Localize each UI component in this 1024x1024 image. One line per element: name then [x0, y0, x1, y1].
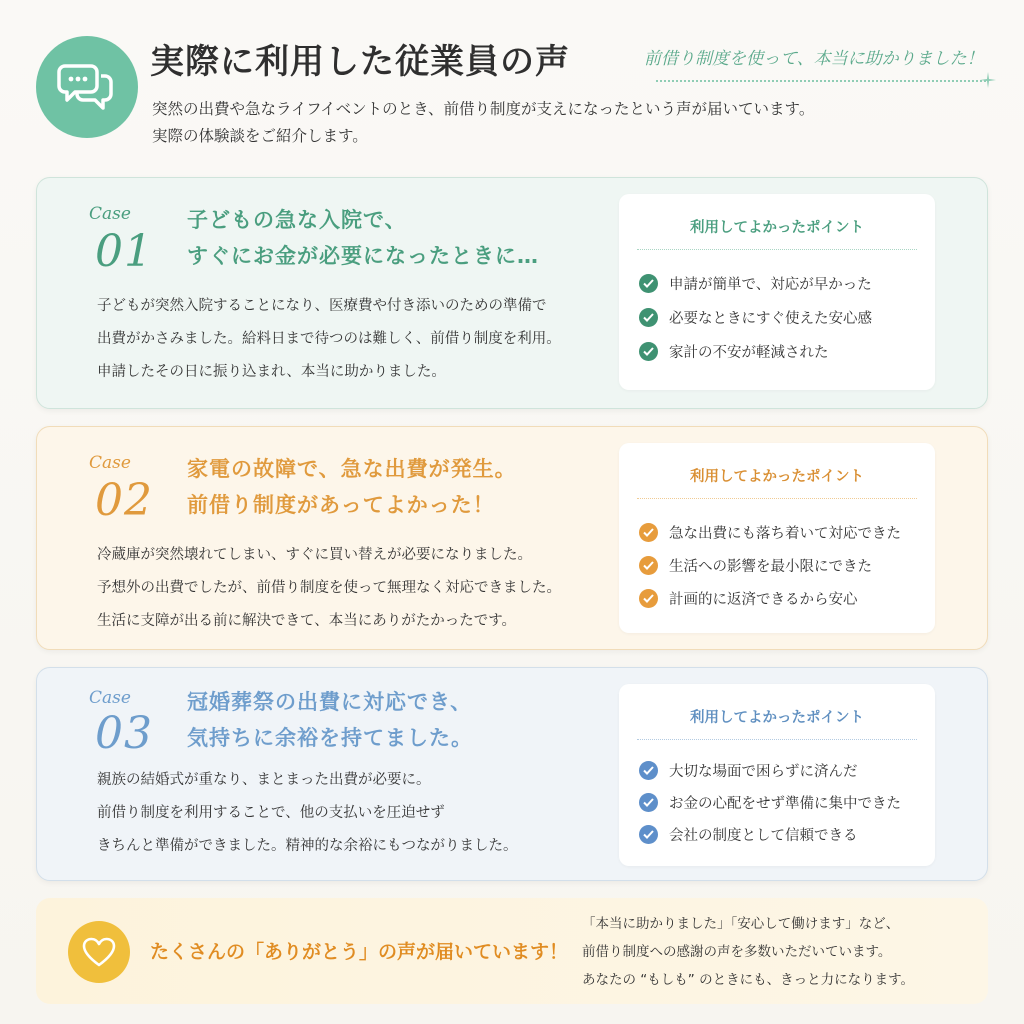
check-circle-icon: [639, 793, 658, 812]
point-item: [639, 273, 872, 294]
check-circle-icon: [639, 342, 658, 361]
banner-body-line: あなたの “もしも” のときにも、きっと力になります。: [582, 972, 914, 988]
case-label: Case: [89, 204, 131, 224]
point-item: [639, 588, 858, 609]
points-panel: [619, 684, 935, 866]
point-label: 急な出費にも落ち着いて対応できた: [669, 526, 901, 542]
point-label: 生活への影響を最小限にできた: [669, 559, 872, 575]
banner-heading: たくさんの「ありがとう」の声が届いています！: [150, 941, 569, 963]
point-label: 大切な場面で困らずに済んだ: [669, 764, 858, 780]
page-description: [152, 96, 952, 150]
case-card-03: [36, 667, 988, 881]
point-label: 申請が簡単で、対応が早かった: [669, 277, 872, 293]
heart-icon: [68, 921, 130, 983]
point-item: [639, 792, 901, 813]
description-line: 実際の体験談をご紹介します。: [152, 127, 368, 145]
case-body-line: 予想外の出費でしたが、前借り制度を使って無理なく対応できました。: [97, 580, 561, 596]
case-body-line: 子どもが突然入院することになり、医療費や付き添いのための準備で: [97, 298, 547, 314]
points-panel: [619, 443, 935, 633]
case-title-line: 子どもの急な入院で、: [187, 208, 407, 232]
case-title: [187, 202, 539, 274]
check-circle-icon: [639, 761, 658, 780]
chat-bubbles-icon: [36, 36, 138, 138]
case-body-line: 冷蔵庫が突然壊れてしまい、すぐに買い替えが必要になりました。: [97, 547, 532, 563]
case-title-line: 気持ちに余裕を持てました。: [187, 726, 473, 750]
case-title-line: すぐにお金が必要になったときに…: [187, 244, 539, 268]
check-circle-icon: [639, 589, 658, 608]
points-title: 利用してよかったポイント: [637, 465, 917, 499]
point-label: 計画的に返済できるから安心: [669, 592, 858, 608]
case-body: [97, 764, 518, 863]
point-label: 必要なときにすぐ使えた安心感: [669, 311, 872, 327]
case-card-02: [36, 426, 988, 650]
check-circle-icon: [639, 308, 658, 327]
case-title-line: 家電の故障で、急な出費が発生。: [187, 457, 517, 481]
point-item: [639, 522, 901, 543]
points-title: 利用してよかったポイント: [637, 706, 917, 740]
case-body-line: 親族の結婚式が重なり、まとまった出費が必要に。: [97, 772, 431, 788]
case-label: Case: [89, 453, 131, 473]
banner-body: [582, 910, 914, 994]
point-item: [639, 307, 872, 328]
sparkle-icon: [980, 72, 996, 88]
case-body-line: 前借り制度を利用することで、他の支払いを圧迫せず: [97, 805, 445, 821]
case-title-line: 冠婚葬祭の出費に対応でき、: [187, 690, 473, 714]
point-label: 会社の制度として信頼できる: [669, 828, 858, 844]
case-card-01: [36, 177, 988, 409]
case-body: [97, 290, 561, 389]
case-number: 01: [95, 226, 153, 277]
page-title: 実際に利用した従業員の声: [150, 42, 570, 82]
banner-body-line: 「本当に助かりました」「安心して働けます」など、: [582, 916, 900, 932]
case-label: Case: [89, 688, 131, 708]
case-title-line: 前借り制度があってよかった！: [187, 493, 495, 517]
case-body-line: 申請したその日に振り込まれ、本当に助かりました。: [97, 364, 446, 380]
thanks-banner: [36, 898, 988, 1004]
point-label: お金の心配をせず準備に集中できた: [669, 796, 901, 812]
point-item: [639, 824, 858, 845]
header: [36, 32, 996, 162]
tagline: 前借り制度を使って、本当に助かりました！: [644, 49, 984, 69]
point-label: 家計の不安が軽減された: [669, 345, 829, 361]
point-item: [639, 555, 872, 576]
check-circle-icon: [639, 523, 658, 542]
point-item: [639, 341, 829, 362]
case-number: 02: [95, 475, 153, 526]
case-body: [97, 539, 561, 638]
case-title: [187, 684, 473, 756]
case-number: 03: [95, 708, 153, 759]
banner-body-line: 前借り制度への感謝の声を多数いただいています。: [582, 944, 892, 960]
case-title: [187, 451, 517, 523]
case-body-line: 生活に支障が出る前に解決できて、本当にありがたかったです。: [97, 613, 517, 629]
check-circle-icon: [639, 556, 658, 575]
points-panel: [619, 194, 935, 390]
check-circle-icon: [639, 274, 658, 293]
tagline-underline: [656, 80, 986, 82]
points-title: 利用してよかったポイント: [637, 216, 917, 250]
point-item: [639, 760, 858, 781]
description-line: 突然の出費や急なライフイベントのとき、前借り制度が支えになったという声が届いています。: [152, 100, 815, 118]
case-body-line: 出費がかさみました。給料日まで待つのは難しく、前借り制度を利用。: [97, 331, 561, 347]
case-body-line: きちんと準備ができました。精神的な余裕にもつながりました。: [97, 838, 518, 854]
check-circle-icon: [639, 825, 658, 844]
